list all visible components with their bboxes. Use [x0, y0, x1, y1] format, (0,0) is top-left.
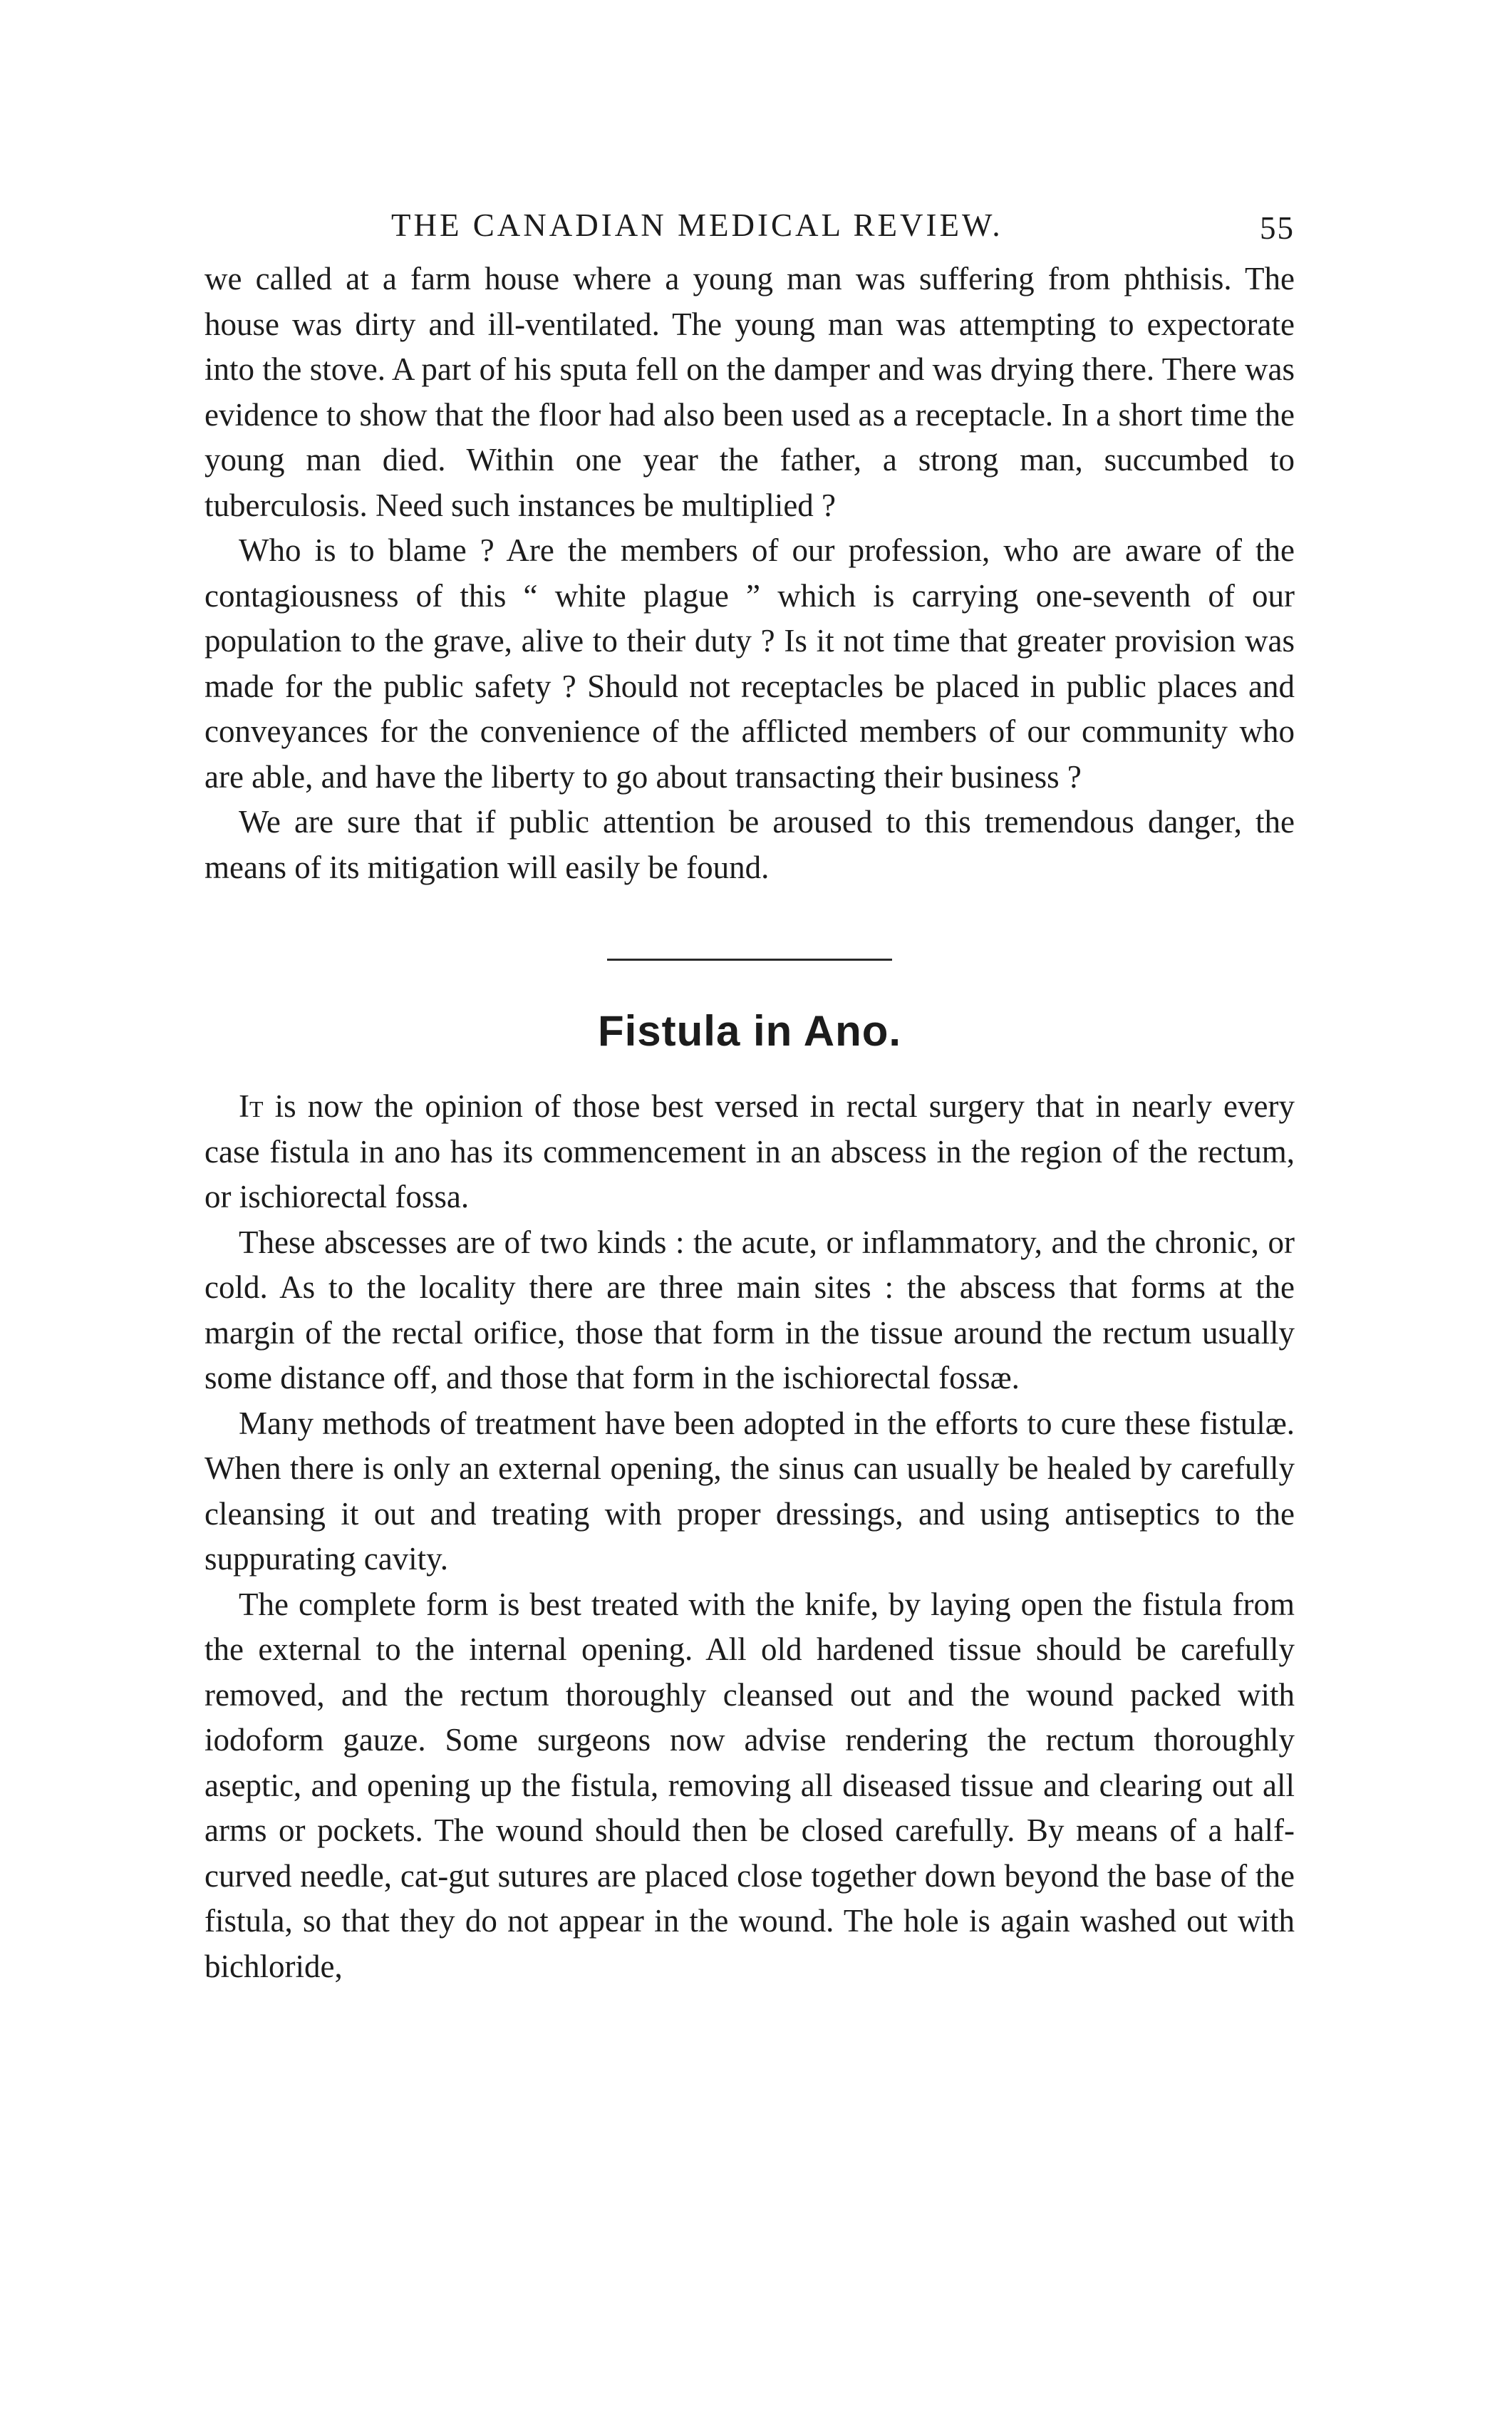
page-number: 55: [1260, 210, 1295, 246]
section-divider: [607, 959, 892, 961]
opening-text: is now the opinion of those best versed in rectal surgery that in nearly every case fistula in ano has its commencement in an abscess in the region of the rectum, or ischiorectal fossa.: [204, 1088, 1295, 1214]
journal-title: THE CANADIAN MEDICAL REVIEW.: [391, 207, 1003, 243]
article-paragraph-2: These abscesses are of two kinds : the acute, or inflammatory, and the chronic, or cold. As to the locality there are three main sites : the abscess that forms at the margin of the rectal orifice, those that form in the tissue around the rectum usually some distance off, and those that form in the ischiorectal fossæ.: [204, 1224, 1295, 1396]
running-head: [204, 207, 1295, 257]
article-paragraph-1: [204, 1084, 1295, 1220]
article-paragraph-4: The complete form is best treated with the knife, by laying open the fistula from the external to the internal opening. All old hardened tissue should be carefully removed, and the rectum thoroughly cleansed out and the wound packed with iodoform gauze. Some surgeons now advise rendering the rectum thoroughly aseptic, and opening up the fistula, removing all diseased tissue and clearing out all arms or pockets. The wound should then be closed carefully. By means of a half-curved needle, cat-gut sutures are placed close together down beyond the base of the fistula, so that they do not appear in the wound. The hole is again washed out with bichloride,: [204, 1586, 1295, 1984]
article-title: Fistula in Ano.: [597, 1007, 902, 1055]
intro-paragraph-1: we called at a farm house where a young man was suffering from phthisis. The house was dirty and ill-ventilated. The young man was attempting to expectorate into the stove. A part of his sputa fell on the damper and was drying there. There was evidence to show that the floor had also been used as a receptacle. In a short time the young man died. Within one year the father, a strong man, succumbed to tuberculosis. Need such instances be multiplied ?: [204, 261, 1295, 523]
intro-paragraph-3: We are sure that if public attention be aroused to this tremendous danger, the means of its mitigation will easily be found.: [204, 804, 1295, 885]
article-paragraph-3: Many methods of treatment have been adopted in the efforts to cure these fistulæ. When there is only an external opening, the sinus can usually be healed by carefully cleansing it out and treating with proper dressings, and using antiseptics to the suppurating cavity.: [204, 1405, 1295, 1577]
page: [204, 207, 1295, 1989]
opening-word: It: [239, 1088, 264, 1124]
intro-paragraph-2: Who is to blame ? Are the members of our profession, who are aware of the contagiousness of this “ white plague ” which is carrying one-seventh of our population to the grave, alive to their duty ? Is it not time that greater provision was made for the public safety ? Should not receptacles be placed in public places and conveyances for the convenience of the afflicted members of our community who are able, and have the liberty to go about transacting their business ?: [204, 532, 1295, 795]
